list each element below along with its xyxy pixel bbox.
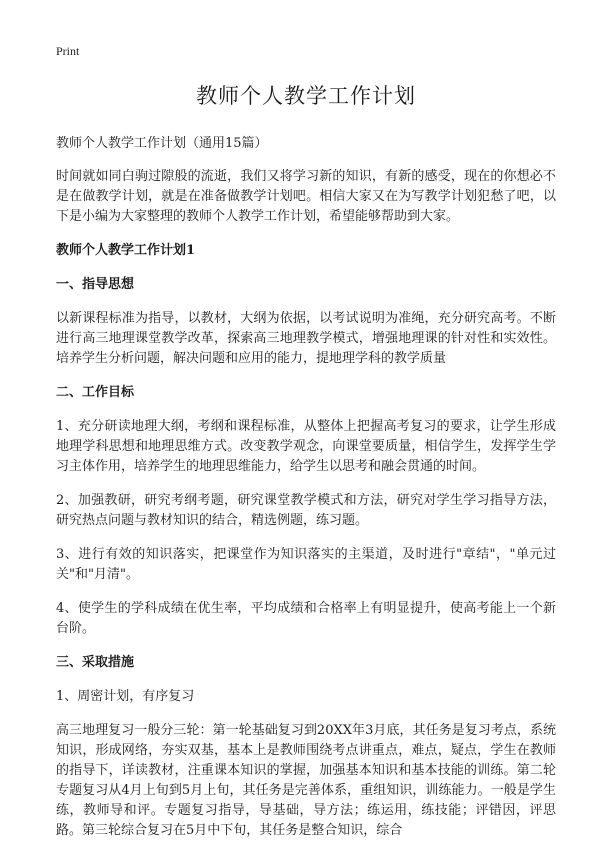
intro-paragraph: 时间就如同白驹过隙般的流逝，我们又将学习新的知识，有新的感受，现在的你想必不是在做教学计划，就是在准备做教学计划吧。相信大家又在为写教学计划犯愁了吧，以下是小编为大家整理的教师个人教学工作计划，希望能够帮助到大家。 bbox=[56, 169, 556, 224]
measure-paragraph: 高三地理复习一般分三轮：第一轮基础复习到20XX年3月底，其任务是复习考点，系统知识，形成网络，夯实双基，基本上是教师围绕考点讲重点，难点，疑点，学生在教师的指导下，详读教材，注重课本知识的掌握，加强基本知识和基本技能的训练。第二轮专题复习从4月上旬到5月上旬，其任务是完善体系，重组知识，训练能力。一般是学生练，教师导和评。专题复习指导，导基础，导方法；练运用，练技能；评错因，评思路。第三轮综合复习在5月中下旬，其任务是整合知识，综合 bbox=[56, 723, 556, 838]
section-heading-work-goals: 二、工作目标 bbox=[56, 385, 135, 400]
document-page bbox=[56, 74, 556, 855]
goal-item-3: 3、进行有效的知识落实，把课堂作为知识落实的主渠道，及时进行"章结"，"单元过关"和"月清"。 bbox=[56, 547, 556, 582]
section-heading-guiding-ideas: 一、指导思想 bbox=[56, 277, 135, 292]
document-subtitle: 教师个人教学工作计划（通用15篇） bbox=[56, 136, 268, 151]
guiding-ideas-paragraph: 以新课程标准为指导，以教材，大纲为依据，以考试说明为准绳，充分研究高考。不断进行高三地理课堂教学改革，探索高三地理教学模式，增强地理课的针对性和实效性。培养学生分析问题，解决问题和应用的能力，提地理学科的教学质量 bbox=[56, 311, 556, 366]
plan-heading: 教师个人教学工作计划1 bbox=[56, 243, 196, 258]
goal-item-1: 1、充分研读地理大纲，考纲和课程标准，从整体上把握高考复习的要求，让学生形成地理学科思想和地理思维方式。改变教学观念，向课堂要质量，相信学生，发挥学生学习主体作用，培养学生的地理思维能力，给学生以思考和融会贯通的时间。 bbox=[56, 419, 556, 474]
document-title: 教师个人教学工作计划 bbox=[196, 84, 416, 108]
measure-item-1: 1、周密计划，有序复习 bbox=[56, 689, 195, 704]
section-heading-measures: 三、采取措施 bbox=[56, 655, 135, 670]
goal-item-4: 4、使学生的学科成绩在优生率，平均成绩和合格率上有明显提升，使高考能上一个新台阶。 bbox=[56, 601, 556, 636]
print-link[interactable]: Print bbox=[56, 44, 80, 58]
goal-item-2: 2、加强教研，研究考纲考题，研究课堂教学模式和方法，研究对学生学习指导方法，研究热点问题与教材知识的结合，精选例题，练习题。 bbox=[56, 493, 556, 528]
